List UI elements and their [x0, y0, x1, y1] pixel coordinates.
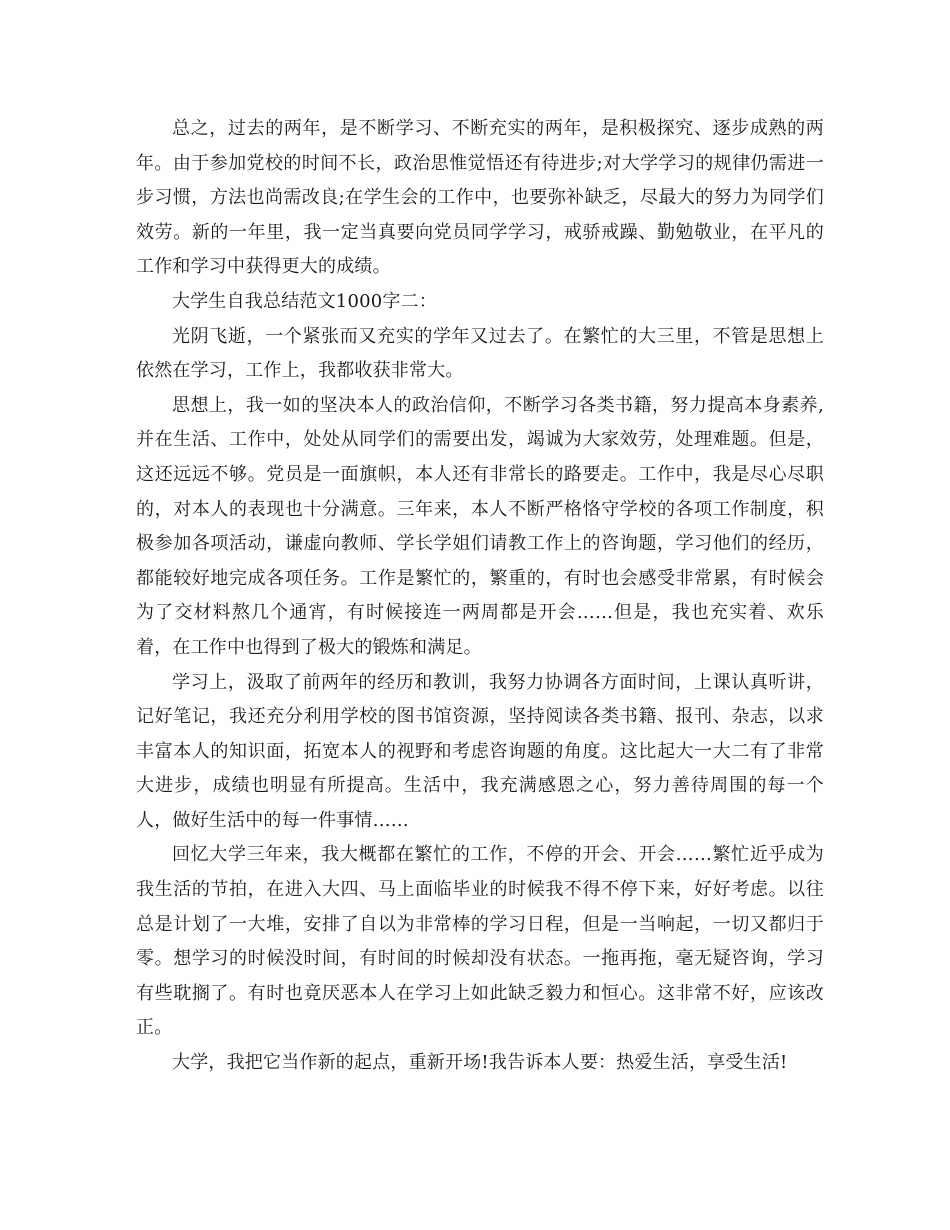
paragraph-intro: 光阴飞逝，一个紧张而又充实的学年又过去了。在繁忙的大三里，不管是思想上依然在学习，工作上，我都收获非常大。 — [136, 325, 824, 382]
paragraph-reflection: 回忆大学三年来，我大概都在繁忙的工作，不停的开会、开会……繁忙近乎成为我生活的节拍，在进入大四、马上面临毕业的时候我不得不停下来，好好考虑。以往总是计划了一大堆，安排了自以为非常棒的学习日程，但是一当响起，一切又都归于零。想学习的时候没时间，有时间的时候却没有状态。一拖再拖，毫无疑咨询，学习有些耽搁了。有时也竟厌恶本人在学习上如此缺乏毅力和恒心。这非常不好，应该改正。 — [136, 844, 824, 1039]
section-heading: 大学生自我总结范文1000字二： — [172, 290, 438, 312]
paragraph-thought: 思想上，我一如的坚决本人的政治信仰，不断学习各类书籍，努力提高本身素养,并在生活、工作中，处处从同学们的需要出发，竭诚为大家效劳，处理难题。但是，这还远远不够。党员是一面旗帜，本人还有非常长的路要走。工作中，我是尽心尽职的，对本人的表现也十分满意。三年来，本人不断严格恪守学校的各项工作制度，积极参加各项活动，谦虚向教师、学长学姐们请教工作上的咨询题，学习他们的经历，都能较好地完成各项任务。工作是繁忙的，繁重的，有时也会感受非常累，有时候会为了交材料熬几个通宵，有时候接连一两周都是开会……但是，我也充实着、欢乐着，在工作中也得到了极大的锻炼和满足。 — [136, 394, 824, 658]
paragraph-study: 学习上，汲取了前两年的经历和教训，我努力协调各方面时间，上课认真听讲，记好笔记，我还充分利用学校的图书馆资源，坚持阅读各类书籍、报刊、杂志，以求丰富本人的知识面，拓宽本人的视野和考虑咨询题的角度。这比起大一大二有了非常大进步，成绩也明显有所提高。生活中，我充满感恩之心，努力善待周围的每一个人，做好生活中的每一件事情…… — [136, 671, 824, 831]
paragraph-summary: 总之，过去的两年，是不断学习、不断充实的两年，是积极探究、逐步成熟的两年。由于参加党校的时间不长，政治思惟觉悟还有待进步;对大学学习的规律仍需进一步习惯，方法也尚需改良;在学生会的工作中，也要弥补缺乏，尽最大的努力为同学们效劳。新的一年里，我一定当真要向党员同学学习，戒骄戒躁、勤勉敬业，在平凡的工作和学习中获得更大的成绩。 — [136, 118, 824, 278]
document-page — [136, 112, 824, 1081]
paragraph-closing: 大学，我把它当作新的起点，重新开场!我告诉本人要：热爱生活，享受生活! — [172, 1052, 788, 1074]
